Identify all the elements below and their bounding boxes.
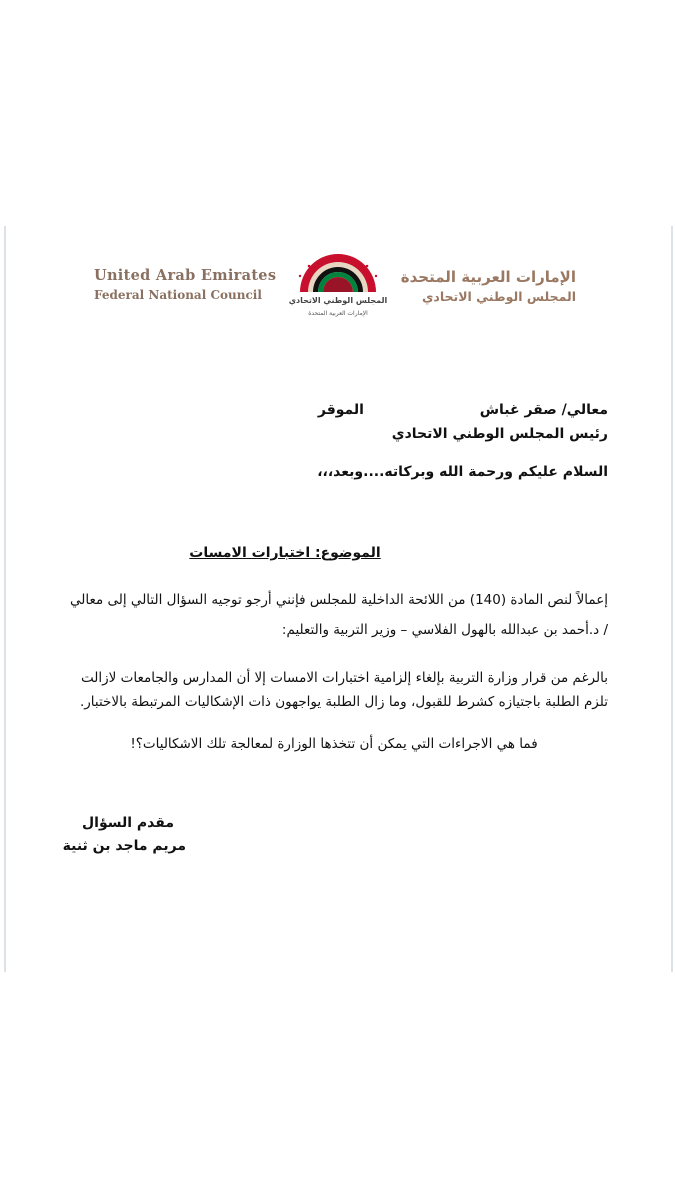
intro-line-1: إعمالاً لنص المادة (140) من اللائحة الداخلية للمجلس فإنني أرجو توجيه السؤال التالي إلى معالي	[70, 592, 608, 608]
recipient-title: رئيس المجلس الوطني الاتحادي	[391, 426, 608, 442]
header-arabic	[400, 266, 576, 306]
header-en-country: United Arab Emirates	[94, 267, 277, 284]
subject-text: الموضوع: اختبارات الامسات	[189, 545, 381, 561]
header-ar-country: الإمارات العربية المتحدة	[400, 268, 576, 286]
salutation-honor: الموقر	[317, 402, 364, 418]
logo-caption-council: المجلس الوطني الاتحادي	[288, 296, 388, 305]
signature-name: مريم ماجد بن ثنية	[62, 838, 186, 854]
subject-line	[150, 545, 420, 561]
header-english	[94, 266, 277, 304]
greeting: السلام عليكم ورحمة الله وبركاته....وبعد،،،	[317, 464, 608, 480]
header-en-council: Federal National Council	[94, 288, 262, 302]
salutation-name: معالي/ صقر غباش	[479, 402, 608, 418]
signature-label: مقدم السؤال	[82, 815, 174, 831]
logo-caption-country: الإمارات العربية المتحدة	[308, 310, 368, 317]
header-ar-council: المجلس الوطني الاتحادي	[421, 289, 576, 304]
question-line: فما هي الاجراءات التي يمكن أن تتخذها الوزارة لمعالجة تلك الاشكاليات؟!	[130, 736, 538, 752]
body-line-2: تلزم الطلبة باجتيازه كشرط للقبول، وما زال الطلبة يواجهون ذات الإشكاليات المرتبطة بالاختبار.	[79, 694, 608, 710]
body-line-1: بالرغم من قرار وزارة التربية بإلغاء إلزامية اختبارات الامسات إلا أن المدارس والجامعات لازالت	[81, 670, 608, 686]
intro-line-2: / د.أحمد بن عبدالله بالهول الفلاسي – وزير التربية والتعليم:	[281, 622, 608, 638]
